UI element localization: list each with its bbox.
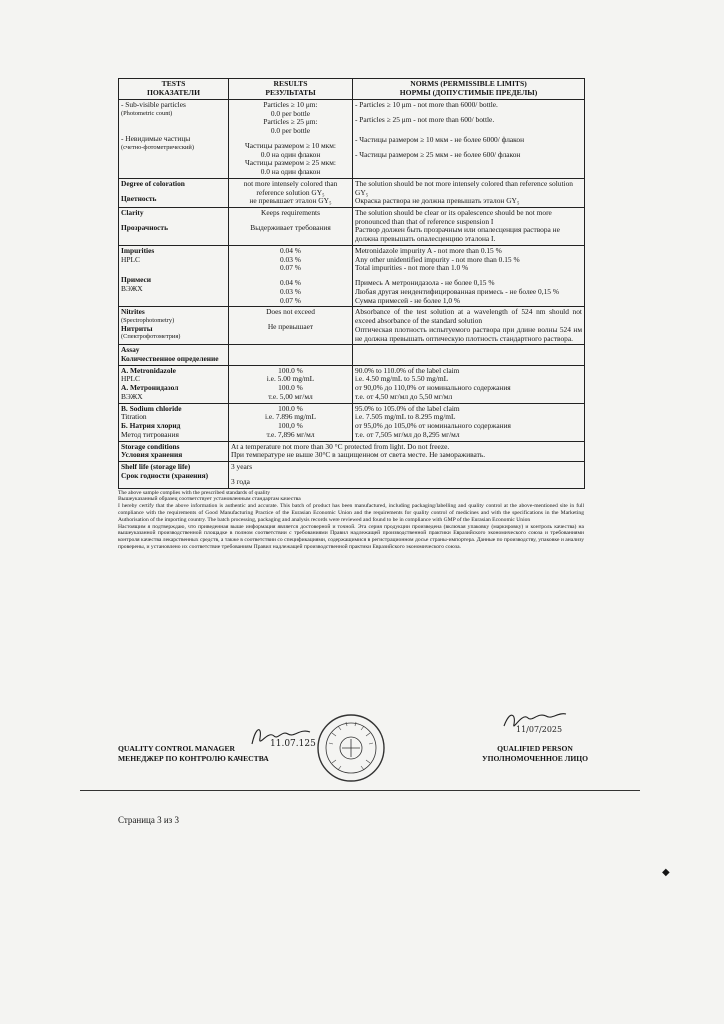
scan-mark-icon: ◆ bbox=[662, 867, 670, 878]
result-cell: Particles ≥ 10 μm: 0.0 per bottle Particles ≥ 25 μm: 0.0 per bottle Частицы размером ≥ 10 мкм: 0.0 на один флакон Частицы размером ≥ 25 мкм: 0.0 на один флакон bbox=[229, 99, 353, 178]
horizontal-rule bbox=[80, 790, 640, 791]
result-cell: not more intensely colored than reference solution GY₅ не превышает эталон GY₅ bbox=[229, 178, 353, 207]
qualified-person-title: QUALIFIED PERSON УПОЛНОМОЧЕННОЕ ЛИЦО bbox=[482, 744, 588, 763]
result-cell: Keeps requirements Выдерживает требования bbox=[229, 207, 353, 245]
certification-notes bbox=[118, 490, 584, 551]
norm-cell: 90.0% to 110.0% of the label claim i.e. 4.50 mg/mL to 5.50 mg/mL от 90,0% до 110,0% от номинального содержания т.е. от 4,50 мг/мл до 5,50 мг/мл bbox=[353, 365, 585, 403]
norm-cell: Metronidazole impurity A - not more than 0.15 % Any other unidentified impurity - not more than 0.15 % Total impurities - not more than 1.0 % Примесь А метронидазола - не более 0,15 % Любая другая неидентифицированная примесь - не более 0,15 % Сумма примесей - не более 1,0 % bbox=[353, 245, 585, 306]
norm-cell: 95.0% to 105.0% of the label claim i.e. 7.505 mg/mL to 8.295 mg/mL от 95,0% до 105,0% от номинального содержания т.е. от 7,505 мг/мл до 8,295 мг/мл bbox=[353, 403, 585, 441]
test-cell: Shelf life (storage life) Срок годности (хранения) bbox=[119, 462, 229, 488]
header-norms: NORMS (PERMISSIBLE LIMITS) НОРМЫ (ДОПУСТИМЫЕ ПРЕДЕЛЫ) bbox=[353, 79, 585, 100]
note-line: Настоящим я подтверждаю, что приведенная выше информация является достоверной и точной. Эта серия продукции произведена (включая упаковку (маркировку) и контроль качества) на вышеуказанной производственной площадке в полном соответствии с требованиями Правил надлежащей производственной практики Евразийского экономического союза и требованиями контроля качества лекарственных средств, а также в соответствии со спецификациями, содержащимися в регистрационном досье страны-импортера. Данные по производству, упаковке и анализу проверены, и установлено их соответствие требованиям Правил надлежащей производственной практики Евразийского экономического союза. bbox=[118, 523, 584, 551]
norm-cell bbox=[353, 345, 585, 365]
table-row-clarity bbox=[119, 207, 585, 245]
table-row-metronidazole bbox=[119, 365, 585, 403]
page-number: Страница 3 из 3 bbox=[118, 815, 179, 825]
table-row-sodium-chloride bbox=[119, 403, 585, 441]
signature-block bbox=[118, 744, 588, 804]
note-line: The above sample complies with the prescribed standards of quality bbox=[118, 489, 271, 496]
test-cell: Assay Количественное определение bbox=[119, 345, 229, 365]
analysis-table bbox=[118, 78, 585, 489]
qc-manager-title: QUALITY CONTROL MANAGER МЕНЕДЖЕР ПО КОНТРОЛЮ КАЧЕСТВА bbox=[118, 744, 269, 763]
norm-cell: The solution should be not more intensely colored than reference solution GY₅ Окраска раствора не должна превышать эталон GY₅ bbox=[353, 178, 585, 207]
table-row-assay bbox=[119, 345, 585, 365]
result-cell: Does not exceed Не превышает bbox=[229, 307, 353, 345]
qualified-person-signature bbox=[500, 708, 570, 736]
table-row-impurities bbox=[119, 245, 585, 306]
test-cell: A. Metronidazole HPLC А. Метронидазол ВЭЖХ bbox=[119, 365, 229, 403]
test-cell: Clarity Прозрачность bbox=[119, 207, 229, 245]
result-cell: 100.0 % i.e. 5.00 mg/mL 100.0 % т.е. 5,00 мг/мл bbox=[229, 365, 353, 403]
result-cell: 0.04 % 0.03 % 0.07 % 0.04 % 0.03 % 0.07 % bbox=[229, 245, 353, 306]
norm-cell: The solution should be clear or its opalescence should be not more pronounced than that of reference suspension I Раствор должен быть прозрачным или опалесценция раствора не должна превышать опалесценцию эталона I. bbox=[353, 207, 585, 245]
test-cell: B. Sodium chloride Titration Б. Натрия хлорид Метод титрования bbox=[119, 403, 229, 441]
test-cell: Degree of coloration Цветность bbox=[119, 178, 229, 207]
table-row-subvisible bbox=[119, 99, 585, 178]
norm-cell: - Particles ≥ 10 μm - not more than 6000/ bottle. - Particles ≥ 25 μm - not more than 600/ bottle. - Частицы размером ≥ 10 мкм - не более 6000/ флакон - Частицы размером ≥ 25 мкм - не более 600/ флакон bbox=[353, 99, 585, 178]
header-tests: TESTS ПОКАЗАТЕЛИ bbox=[119, 79, 229, 100]
test-cell: - Sub-visible particles (Photometric count) - Невидимые частицы (счетно-фотометрический) bbox=[119, 99, 229, 178]
certificate-sheet bbox=[118, 78, 586, 551]
qp-date: 11/07/2025 bbox=[516, 725, 563, 734]
table-row-storage bbox=[119, 441, 585, 461]
header-results: RESULTS РЕЗУЛЬТАТЫ bbox=[229, 79, 353, 100]
qc-date: 11.07.125 bbox=[270, 739, 316, 749]
result-cell: 100.0 % i.e. 7.896 mg/mL 100,0 % т.е. 7,896 мг/мл bbox=[229, 403, 353, 441]
result-cell bbox=[229, 345, 353, 365]
test-cell: Impurities HPLC Примеси ВЭЖХ bbox=[119, 245, 229, 306]
shelf-value-cell: 3 years 3 года bbox=[229, 462, 585, 488]
table-row-coloration bbox=[119, 178, 585, 207]
note-line: Вышеуказанный образец соответствует установленным стандартам качества bbox=[118, 496, 301, 503]
norm-cell: Absorbance of the test solution at a wavelength of 524 nm should not exceed absorbance of the standard solution Оптическая плотность испытуемого раствора при длине волны 524 нм не должна превышать оптическую плотность стандартного раствора. bbox=[353, 307, 585, 345]
table-row-nitrites bbox=[119, 307, 585, 345]
test-cell: Nitrites (Spectrophotometry) Нитриты (Спектрофотометрия) bbox=[119, 307, 229, 345]
test-cell: Storage conditions Условия хранения bbox=[119, 441, 229, 461]
note-line: I hereby certify that the above information is authentic and accurate. This batch of product has been manufactured, including packaging/labelling and quality control at the above-mentioned site in full compliance with the requirements of Good Manufacturing Practice of the Eurasian Economic Union and the requirements for quality control of medicines and with the specifications in the Marketing Authorisation of the importing country. The batch processing, packaging and analysis records were reviewed and found to be in compliance with GMP of the Eurasian Economic Union bbox=[118, 503, 584, 523]
table-row-shelf-life bbox=[119, 462, 585, 488]
table-header-row bbox=[119, 79, 585, 100]
storage-value-cell: At a temperature not more than 30 °C protected from light. Do not freeze. При температуре не выше 30°С в защищенном от света месте. Не замораживать. bbox=[229, 441, 585, 461]
